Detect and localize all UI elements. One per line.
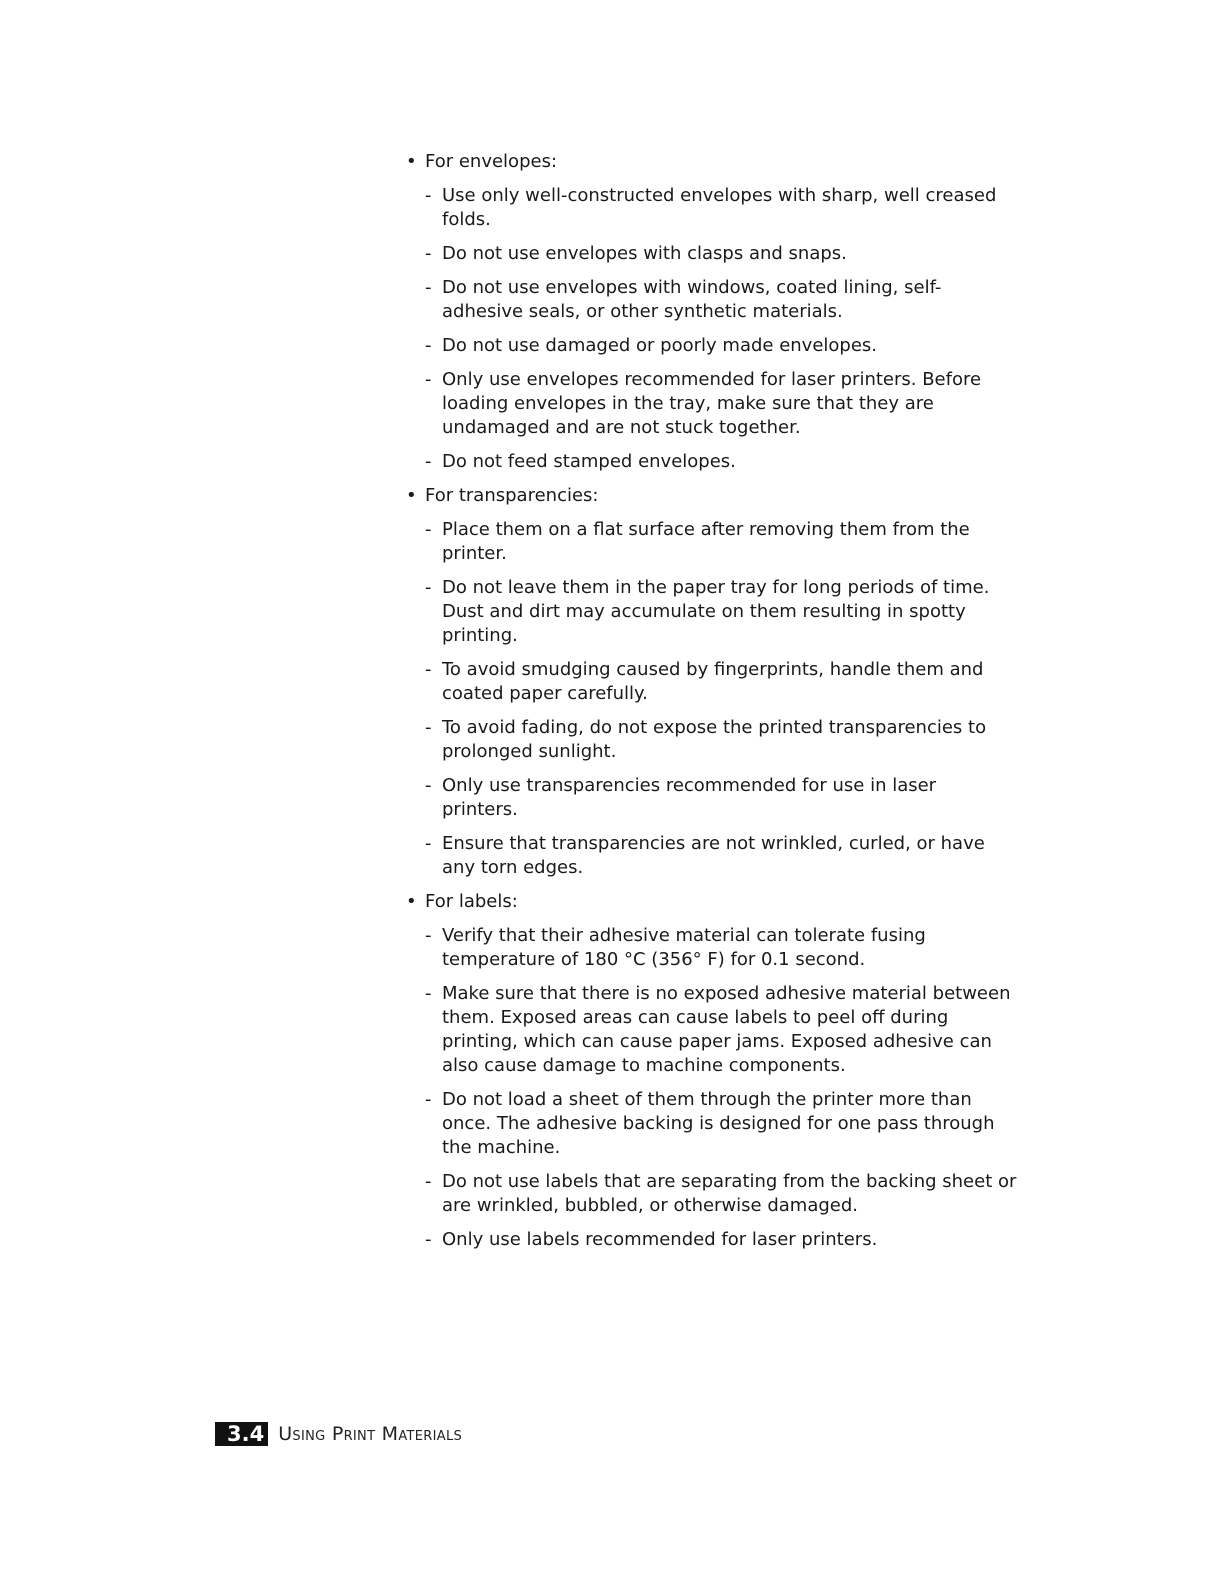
list-item (405, 832, 1017, 880)
dash-marker: - (425, 243, 432, 264)
list-item-text: Do not use envelopes with windows, coated lining, self-adhesive seals, or other synthetic materials. (442, 277, 942, 322)
list-item (405, 1170, 1017, 1218)
list-item-text: Do not use labels that are separating from the backing sheet or are wrinkled, bubbled, or otherwise damaged. (442, 1171, 1017, 1216)
list-item (405, 982, 1017, 1078)
section-title (405, 484, 1017, 508)
section-title-text: For transparencies: (425, 485, 599, 506)
list-item-text: To avoid smudging caused by fingerprints, handle them and coated paper carefully. (442, 659, 984, 704)
list-item-text: Only use transparencies recommended for use in laser printers. (442, 775, 937, 820)
dash-marker: - (425, 369, 432, 390)
list-item (405, 518, 1017, 566)
list-item-text: Ensure that transparencies are not wrinkled, curled, or have any torn edges. (442, 833, 985, 878)
list-item (405, 774, 1017, 822)
dash-marker: - (425, 335, 432, 356)
list-item (405, 276, 1017, 324)
list-item (405, 368, 1017, 440)
list-item-text: Place them on a flat surface after removing them from the printer. (442, 519, 970, 564)
list-item (405, 450, 1017, 474)
list-item (405, 242, 1017, 266)
list-item-text: Make sure that there is no exposed adhesive material between them. Exposed areas can cause labels to peel off during printing, which can cause paper jams. Exposed adhesive can also cause damage to machine components. (442, 983, 1011, 1076)
dash-marker: - (425, 717, 432, 738)
section-title-text: For labels: (425, 891, 518, 912)
chapter-title: Using Print Materials (278, 1423, 463, 1445)
list-item (405, 334, 1017, 358)
list-item-text: Do not use damaged or poorly made envelopes. (442, 335, 878, 356)
list-item (405, 658, 1017, 706)
item-list (405, 518, 1017, 880)
list-item-text: Do not feed stamped envelopes. (442, 451, 736, 472)
document-body (405, 150, 1017, 1262)
page-number-badge: 3.4 (215, 1422, 268, 1446)
list-item-text: To avoid fading, do not expose the printed transparencies to prolonged sunlight. (442, 717, 987, 762)
dash-marker: - (425, 1171, 432, 1192)
list-item (405, 1088, 1017, 1160)
section-title (405, 150, 1017, 174)
page-footer (215, 1422, 462, 1446)
dash-marker: - (425, 833, 432, 854)
dash-marker: - (425, 925, 432, 946)
dash-marker: - (425, 775, 432, 796)
section-title-text: For envelopes: (425, 151, 558, 172)
item-list (405, 924, 1017, 1252)
section-envelopes (405, 150, 1017, 474)
list-item-text: Use only well-constructed envelopes with sharp, well creased folds. (442, 185, 997, 230)
list-item-text: Do not leave them in the paper tray for long periods of time. Dust and dirt may accumulate on them resulting in spotty printing. (442, 577, 990, 646)
list-item-text: Do not use envelopes with clasps and snaps. (442, 243, 847, 264)
list-item-text: Verify that their adhesive material can tolerate fusing temperature of 180 °C (356° F) for 0.1 second. (442, 925, 926, 970)
item-list (405, 184, 1017, 474)
dash-marker: - (425, 519, 432, 540)
list-item-text: Only use envelopes recommended for laser printers. Before loading envelopes in the tray, make sure that they are undamaged and are not stuck together. (442, 369, 982, 438)
list-item (405, 184, 1017, 232)
bullet-icon: • (406, 891, 417, 912)
list-item (405, 716, 1017, 764)
list-item (405, 924, 1017, 972)
list-item-text: Do not load a sheet of them through the printer more than once. The adhesive backing is designed for one pass through the machine. (442, 1089, 995, 1158)
section-transparencies (405, 484, 1017, 880)
list-item (405, 576, 1017, 648)
dash-marker: - (425, 659, 432, 680)
list-item (405, 1228, 1017, 1252)
dash-marker: - (425, 1229, 432, 1250)
dash-marker: - (425, 277, 432, 298)
list-item-text: Only use labels recommended for laser printers. (442, 1229, 878, 1250)
dash-marker: - (425, 1089, 432, 1110)
section-labels (405, 890, 1017, 1252)
dash-marker: - (425, 577, 432, 598)
section-title (405, 890, 1017, 914)
dash-marker: - (425, 451, 432, 472)
bullet-icon: • (406, 151, 417, 172)
dash-marker: - (425, 983, 432, 1004)
dash-marker: - (425, 185, 432, 206)
bullet-icon: • (406, 485, 417, 506)
